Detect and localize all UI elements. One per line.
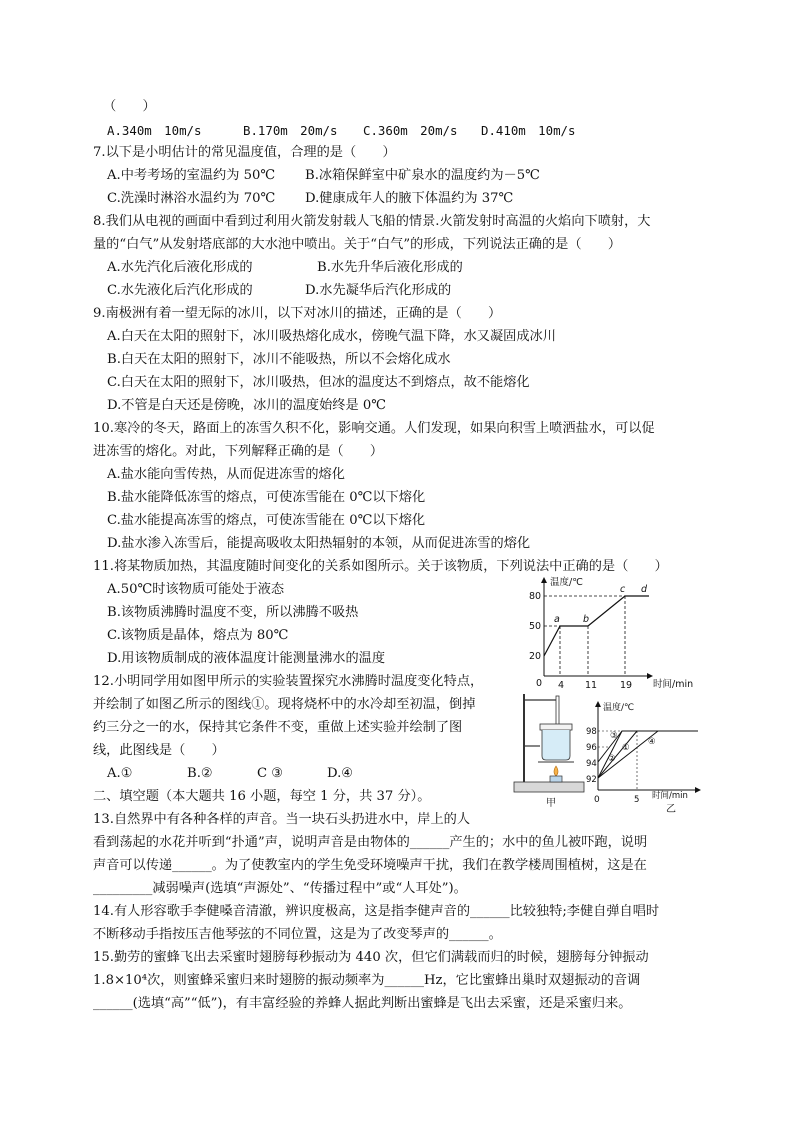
q7-option-d: D.健康成年人的腋下体温约为 37℃	[305, 191, 514, 206]
q6-option-c: C.360m 20m/s	[363, 123, 458, 138]
q10-option-a: A.盐水能向雪传热，从而促进冻雪的熔化	[107, 467, 345, 482]
guide-lines	[544, 596, 625, 676]
y-tick-50: 50	[529, 621, 542, 632]
curve-label-2: ②	[608, 754, 616, 764]
q10-option-c: C.盐水能提高冻雪的熔点，可使冻雪能在 0℃以下熔化	[107, 513, 426, 528]
x-axis-label: 时间/min	[652, 791, 688, 801]
x-tick-4: 4	[558, 680, 565, 691]
q12-stem-line4: 线，此图线是（ ）	[93, 743, 225, 758]
q11-option-b: B.该物质沸腾时温度不变，所以沸腾不吸热	[107, 605, 359, 620]
q6-option-d: D.410m 10m/s	[481, 123, 576, 138]
q12-stem-line3: 约三分之一的水，保持其它条件不变，重做上述实验并绘制了图	[93, 720, 463, 735]
x-axis-label: 时间/min	[653, 679, 694, 690]
y-tick-98: 98	[586, 727, 597, 737]
origin-label: 0	[594, 795, 600, 805]
y-tick-92: 92	[586, 775, 597, 785]
x-tick-11: 11	[585, 680, 598, 691]
q8-stem-line1: 8.我们从电视的画面中看到过利用火箭发射载人飞船的情景.火箭发射时高温的火焰向下喷射，大	[93, 214, 651, 229]
q12-option-a: A.①	[107, 766, 133, 781]
q8-stem-line2: 量的“白气”从发射塔底部的大水池中喷出。关于“白气”的形成，下列说法正确的是（ ）	[93, 237, 622, 252]
curve-label-1: ①	[622, 743, 630, 753]
point-a-label: a	[554, 614, 560, 625]
q12-option-c: C ③	[257, 766, 284, 781]
q13-line1: 13.自然界中有各种各样的声音。当一块石头扔进水中，岸上的人	[93, 812, 471, 827]
q8-option-a: A.水先汽化后液化形成的	[107, 260, 253, 275]
y-tick-80: 80	[529, 591, 542, 602]
q12-option-b: B.②	[187, 766, 213, 781]
q6-answer-paren: （ ）	[103, 99, 156, 114]
flame-icon	[554, 766, 558, 776]
q11-option-c: C.该物质是晶体，熔点为 80℃	[107, 628, 289, 643]
q9-option-b: B.白天在太阳的照射下，冰川不能吸热，所以不会熔化成水	[107, 352, 451, 367]
q10-option-d: D.盐水渗入冻雪后，能提高吸收太阳热辐射的本领，从而促进冻雪的熔化	[107, 536, 531, 551]
q11-option-a: A.50℃时该物质可能处于液态	[107, 582, 285, 597]
q11-option-d: D.用该物质制成的液体温度计能测量沸水的温度	[107, 651, 386, 666]
point-d-label: d	[641, 584, 648, 595]
point-c-label: c	[620, 584, 626, 595]
q9-option-c: C.白天在太阳的照射下，冰川吸热，但冰的温度达不到熔点，故不能熔化	[107, 375, 530, 390]
section-2-heading: 二、填空题（本大题共 16 小题，每空 1 分，共 37 分）。	[93, 789, 431, 804]
q9-option-a: A.白天在太阳的照射下，冰川吸热熔化成水，傍晚气温下降，水又凝固成冰川	[107, 329, 556, 344]
stand-base	[514, 782, 584, 792]
cardboard-cover	[540, 724, 572, 730]
y-tick-96: 96	[586, 743, 597, 753]
q11-stem: 11.将某物质加热，其温度随时间变化的关系如图所示。关于该物质，下列说法中正确的是（ ）	[93, 559, 668, 574]
q12-stem-line2: 并绘制了如图乙所示的图线①。现将烧杯中的水冷却至初温，倒掉	[93, 697, 476, 712]
q11-temperature-time-graph	[512, 574, 702, 694]
y-tick-20: 20	[529, 651, 542, 662]
curve-label-4: ④	[648, 737, 656, 747]
figure-yi-label: 乙	[666, 804, 676, 814]
x-tick-5: 5	[634, 795, 640, 805]
q15-line1: 15.勤劳的蜜蜂飞出去采蜜时翅膀每秒振动为 440 次，但它们满载而归的时候，翅膀每分钟振动	[93, 950, 649, 965]
q9-option-d: D.不管是白天还是傍晚，冰川的温度始终是 0℃	[107, 398, 387, 413]
y-axis-label: 温度/℃	[603, 703, 635, 713]
q7-option-b: B.冰箱保鲜室中矿泉水的温度约为－5℃	[305, 168, 540, 183]
q12-apparatus-figure-jia	[510, 690, 588, 812]
q8-option-d: D.水先凝华后汽化形成的	[305, 283, 452, 298]
q6-option-b: B.170m 20m/s	[243, 123, 338, 138]
q10-option-b: B.盐水能降低冻雪的熔点，可使冻雪能在 0℃以下熔化	[107, 490, 426, 505]
q14-line1: 14.有人形容歌手李健嗓音清澈，辨识度极高，这是指李健声音的______比较独特;李健自弹自唱时	[93, 904, 660, 919]
q8-option-c: C.水先液化后汽化形成的	[107, 283, 253, 298]
q10-stem-line1: 10.寒冷的冬天，路面上的冻雪久积不化，影响交通。人们发现，如果向积雪上喷洒盐水，可以促	[93, 421, 655, 436]
q9-stem: 9.南极洲有着一望无际的冰川，以下对冰川的描述，正确的是（ ）	[93, 306, 502, 321]
curve-label-3: ③	[610, 731, 618, 741]
point-b-label: b	[583, 614, 590, 625]
beaker	[542, 730, 570, 760]
q8-option-b: B.水先升华后液化形成的	[317, 260, 463, 275]
q6-option-a: A.340m 10m/s	[107, 123, 202, 138]
q13-line3: 声音可以传递______。为了使教室内的学生免受环境噪声干扰，我们在教学楼周围植树，这是在	[93, 858, 647, 873]
q15-line2: 1.8×10⁴次，则蜜蜂采蜜归来时翅膀的振动频率为______Hz，它比蜜蜂出巢时双翅振动的音调	[93, 973, 641, 988]
y-axis-label: 温度/℃	[550, 577, 583, 588]
q12-temperature-curves-figure-yi	[586, 698, 704, 814]
q7-option-c: C.洗澡时淋浴水温约为 70℃	[107, 191, 276, 206]
q14-line2: 不断移动手指按压吉他琴弦的不同位置，这是为了改变琴声的______。	[93, 927, 502, 942]
q15-line3: ______(选填“高”“低”)，有丰富经验的养蜂人据此判断出蜜蜂是飞出去采蜜，还是采蜜归来。	[93, 996, 632, 1011]
x-tick-19: 19	[620, 680, 633, 691]
q13-line4: _________减弱噪声(选填“声源处”、“传播过程中”或“人耳处”)。	[93, 881, 467, 896]
figure-jia-label: 甲	[546, 798, 556, 809]
q13-line2: 看到荡起的水花并听到“扑通”声，说明声音是由物体的______产生的；水中的鱼儿被吓跑，说明	[93, 835, 648, 850]
q10-stem-line2: 进冻雪的熔化。对此，下列解释正确的是（ ）	[93, 444, 384, 459]
y-tick-94: 94	[586, 759, 597, 769]
origin-label: 0	[536, 678, 543, 689]
q12-stem-line1: 12.小明同学用如图甲所示的实验装置探究水沸腾时温度变化特点，	[93, 674, 484, 689]
q7-option-a: A.中考考场的室温约为 50℃	[107, 168, 276, 183]
q7-stem: 7.以下是小明估计的常见温度值，合理的是（ ）	[93, 145, 396, 160]
q12-option-d: D.④	[327, 766, 354, 781]
alcohol-lamp	[550, 776, 562, 782]
